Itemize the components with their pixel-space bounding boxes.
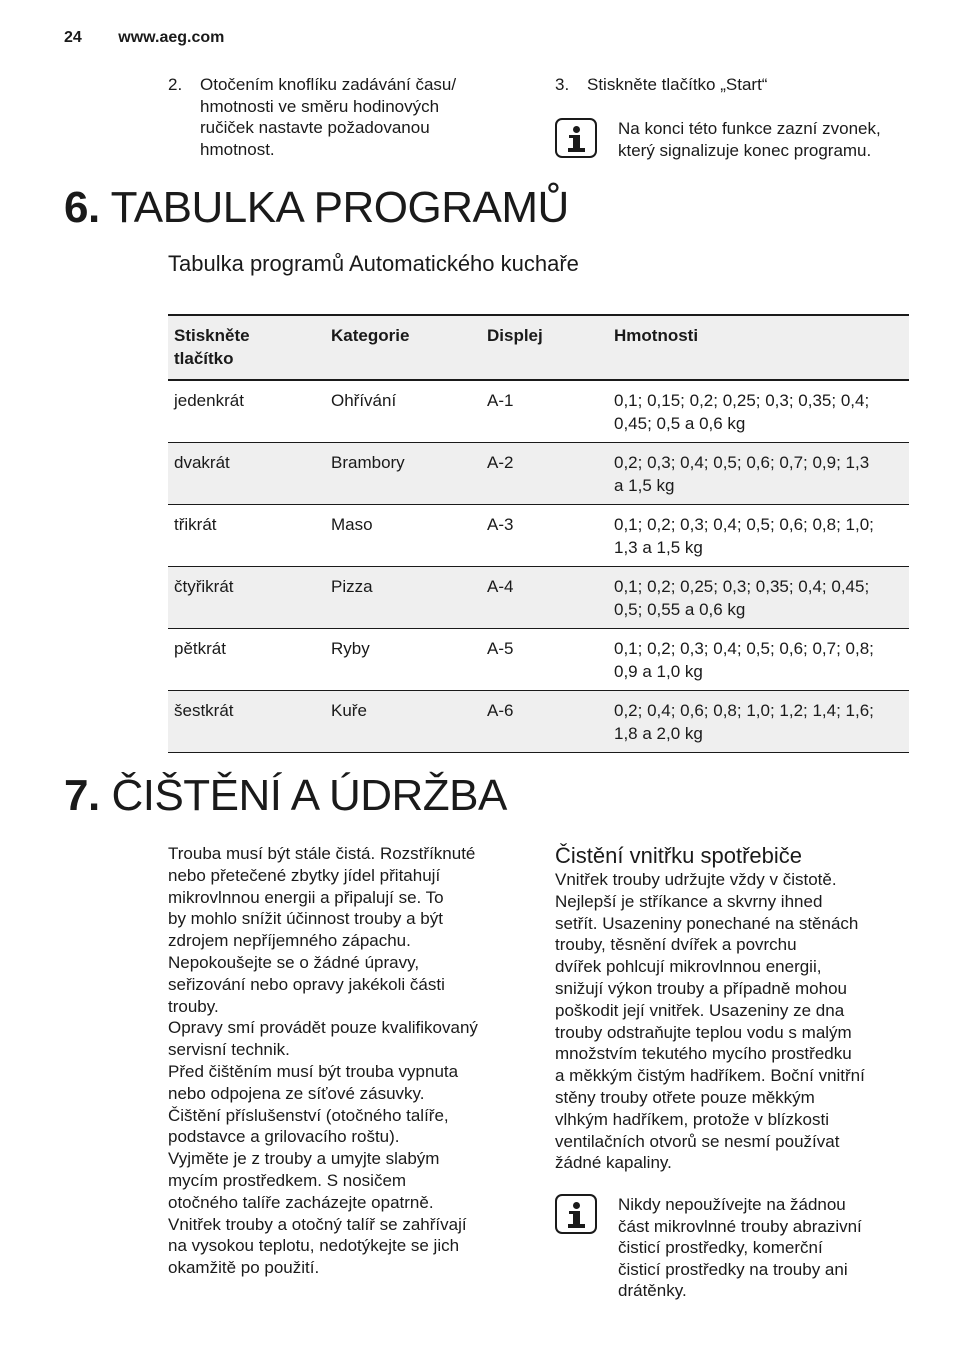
table-subtitle: Tabulka programů Automatického kuchaře — [168, 251, 579, 276]
cell-press: šestkrát — [174, 701, 234, 720]
info-line: čisticí prostředky na trouby ani — [618, 1259, 848, 1279]
step-number: 3. — [555, 75, 570, 94]
page-number: 24 — [64, 29, 82, 46]
info-line: drátěnky. — [618, 1281, 687, 1300]
step-3 — [555, 74, 905, 98]
cell-weights: 0,2; 0,4; 0,6; 0,8; 1,0; 1,2; 1,4; 1,6; 1,8 a 2,0 kg — [614, 701, 874, 743]
info-text — [618, 118, 881, 161]
cell-weights: 0,1; 0,2; 0,3; 0,4; 0,5; 0,6; 0,8; 1,0; 1,3 a 1,5 kg — [614, 515, 874, 557]
info-text — [618, 1194, 862, 1302]
cell-category: Ohřívání — [331, 391, 397, 410]
info-line: Nikdy nepoužívejte na žádnou — [618, 1195, 846, 1214]
table-row — [168, 380, 909, 443]
cell-category: Maso — [331, 515, 373, 534]
cell-display: A-4 — [487, 577, 514, 596]
cell-weights: 0,2; 0,3; 0,4; 0,5; 0,6; 0,7; 0,9; 1,3 a 1,5 kg — [614, 453, 870, 495]
header-category: Kategorie — [331, 326, 410, 345]
section-number: 6. — [64, 183, 100, 232]
table-row — [168, 629, 909, 691]
subsection-heading: Čistění vnitřku spotřebiče — [555, 843, 802, 868]
header-weights: Hmotnosti — [614, 326, 699, 345]
cell-display: A-2 — [487, 453, 514, 472]
cell-press: dvakrát — [174, 453, 230, 472]
section-6-title — [64, 183, 569, 233]
section-number: 7. — [64, 771, 100, 820]
cell-weights: 0,1; 0,15; 0,2; 0,25; 0,3; 0,35; 0,4; 0,45; 0,5 a 0,6 kg — [614, 391, 870, 433]
table-row — [168, 443, 909, 505]
page-header — [64, 29, 224, 47]
cell-press: pětkrát — [174, 639, 226, 658]
header-display: Displej — [487, 326, 543, 345]
info-icon — [555, 1194, 597, 1234]
step-line: ručiček nastavte požadovanou — [200, 118, 430, 137]
cell-display: A-1 — [487, 391, 514, 410]
table-row — [168, 505, 909, 567]
table-row — [168, 567, 909, 629]
cell-display: A-5 — [487, 639, 514, 658]
step-line: Otočením knoflíku zadávání času/ — [200, 75, 457, 94]
info-line: čisticí prostředky, komerční — [618, 1238, 823, 1257]
section-title-text: ČIŠTĚNÍ A ÚDRŽBA — [111, 771, 507, 820]
step-text — [200, 74, 456, 160]
info-note-bell — [555, 118, 910, 166]
cell-display: A-3 — [487, 515, 514, 534]
step-line: Stiskněte tlačítko „Start“ — [587, 75, 768, 94]
info-line: který signalizuje konec programu. — [618, 140, 872, 160]
cell-display: A-6 — [487, 701, 514, 720]
info-line: část mikrovlnné trouby abrazivní — [618, 1216, 862, 1236]
cell-category: Kuře — [331, 701, 367, 720]
step-text — [587, 74, 767, 96]
cell-category: Brambory — [331, 453, 405, 472]
section-title-text: TABULKA PROGRAMŮ — [110, 183, 569, 232]
cell-category: Pizza — [331, 577, 373, 596]
step-line: hmotnosti ve směru hodinových — [200, 96, 440, 116]
cell-press: třikrát — [174, 515, 217, 534]
section-7-title — [64, 771, 507, 821]
table-header-row — [168, 315, 909, 380]
step-number: 2. — [168, 75, 183, 94]
step-line: hmotnost. — [200, 139, 275, 159]
cell-weights: 0,1; 0,2; 0,3; 0,4; 0,5; 0,6; 0,7; 0,8; 0,9 a 1,0 kg — [614, 639, 874, 681]
step-2 — [168, 74, 528, 164]
cleaning-right-text: Čistění vnitřku spotřebiče Vnitřek trouby udržujte vždy v čistotě. Nejlepší je stříkance a skvrny ihned setřít. Usazeniny ponechané na stěnách trouby, těsnění dvířek a povrchu dvířek pohlcují mikrovlnnou energii, snižují výkon trouby a případně mohou poškodit její vnitřek. Usazeniny ze dna trouby odstraňujte teplou vodu s malým množstvím tekutého mycího prostředku a měkkým čistým hadříkem. Boční vnitřní stěny trouby otřete pouze měkkým vlhkým hadříkem, protože v blízkosti ventilačních otvorů se nesmí používat žádné kapaliny. — [555, 843, 925, 1174]
table-row — [168, 691, 909, 753]
cell-press: čtyřikrát — [174, 577, 234, 596]
info-note-abrasives — [555, 1194, 910, 1304]
cleaning-left-text: Trouba musí být stále čistá. Rozstříknuté nebo přetečené zbytky jídel přitahují mikrovlnnou energii a připalují se. To by mohlo snížit účinnost trouby a být zdrojem nepříjemného zápachu. Nepokoušejte se o žádné úpravy, seřizování nebo opravy jakékoli části trouby. Opravy smí provádět pouze kvalifikovaný servisní technik. Před čištěním musí být trouba vypnuta nebo odpojena ze síťové zásuvky. Čištění příslušenství (otočného talíře, podstavce a grilovacího roštu). Vyjměte je z trouby a umyjte slabým mycím prostředkem. S nosičem otočného talíře zacházejte opatrně. Vnitřek trouby a otočný talíř se zahřívají na vysokou teplotu, nedotýkejte se jich okamžitě po použití. — [168, 844, 478, 1278]
cell-weights: 0,1; 0,2; 0,25; 0,3; 0,35; 0,4; 0,45; 0,5; 0,55 a 0,6 kg — [614, 577, 870, 619]
info-line: Na konci této funkce zazní zvonek, — [618, 119, 881, 138]
info-icon — [555, 118, 597, 158]
program-table — [168, 314, 909, 753]
cell-category: Ryby — [331, 639, 370, 658]
header-press: Stiskněte tlačítko — [174, 326, 250, 368]
site-url: www.aeg.com — [118, 29, 225, 46]
cell-press: jedenkrát — [174, 391, 244, 410]
